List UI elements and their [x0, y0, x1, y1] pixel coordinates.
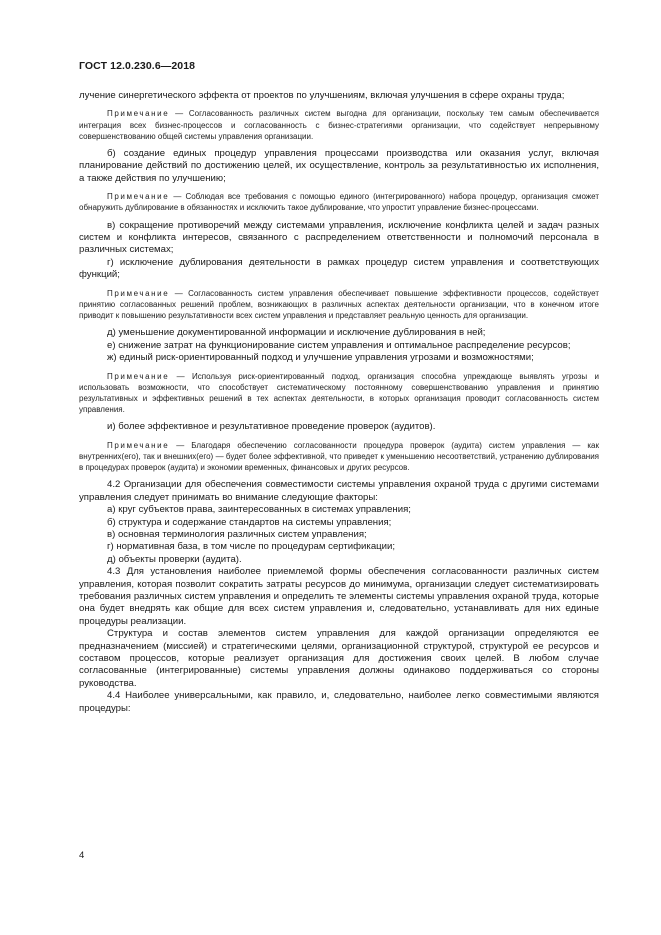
- note-label: Примечание: [107, 288, 170, 298]
- list-item: ж) единый риск-ориентированный подход и улучшение управления угрозами и возможностями;: [107, 352, 534, 364]
- document-code-header: ГОСТ 12.0.230.6—2018: [79, 60, 196, 72]
- note: [79, 288, 599, 322]
- list-item: д) уменьшение документированной информации и исключение дублирования в ней;: [107, 327, 486, 339]
- list-item: и) более эффективное и результативное проведение проверок (аудитов).: [107, 421, 436, 433]
- list-item: в) сокращение противоречий между системами управления, исключение конфликта целей и задач разных систем и конфликта интересов, связанного с распределением ответственности и полномочий персонала в различных системах;: [79, 219, 599, 256]
- note-label: Примечание: [107, 440, 170, 450]
- note: [79, 108, 599, 142]
- note: [79, 191, 599, 213]
- note-label: Примечание: [107, 109, 170, 119]
- paragraph: Структура и состав элементов систем управления для каждой организации определяются ее предназначением (миссией) и стратегическими целями, организационной структурой, структурой ее ресурсов и составом процессов, которые реализует организация для достижения своих целей. В любом случае согласованные (интегрированные) системы управления должны одинаково поддерживаться со стороны руководства.: [79, 628, 599, 689]
- note: [79, 371, 599, 416]
- note-text: — Согласованность систем управления обеспечивает повышение эффективности процессов, содействует принятию согласованных решений проблем, возникающих в различных аспектах деятельности организации, что в конечном итоге приводит к повышению результативности всех систем управления и представляет реальную ценность для организации.: [79, 288, 599, 321]
- clause-4-2: 4.2 Организации для обеспечения совместимости системы управления охраной труда с другими системами управления следует принимать во внимание следующие факторы:: [79, 479, 599, 503]
- clause-4-4: 4.4 Наиболее универсальными, как правило, и, следовательно, наиболее легко совместимыми являются процедуры:: [79, 690, 599, 714]
- list-item: а) круг субъектов права, заинтересованных в системах управления;: [107, 504, 411, 516]
- note-text: — Благодаря обеспечению согласованности процедура проверок (аудита) систем управления — как внутренних(его), так и внешних(его) — будет более эффективной, что приведет к уменьшению несоответствий, устранению дублирования в процедурах проверок (аудита) и экономии временных, финансовых и других ресурсов.: [79, 440, 599, 473]
- paragraph: лучение синергетического эффекта от проектов по улучшениям, включая улучшения в сфере охраны труда;: [79, 90, 565, 101]
- list-item: г) нормативная база, в том числе по процедурам сертификации;: [107, 541, 396, 553]
- page-number: 4: [79, 850, 85, 861]
- list-item: в) основная терминология различных систем управления;: [107, 528, 367, 540]
- clause-4-3: 4.3 Для установления наиболее приемлемой формы обеспечения согласованности различных систем управления, которая позволит сократить затраты ресурсов до минимума, организации следует систематизировать требования различных систем управления и определить те элементы системы управления охраной труда, которые она будет внедрять как общие для всех систем управления и, следовательно, устанавливать для них единые процедуры реализации.: [79, 566, 599, 627]
- list-item: д) объекты проверки (аудита).: [107, 553, 242, 565]
- note-text: — Соблюдая все требования с помощью единого (интегрированного) набора процедур, организация сможет обнаружить дублирование в обязанностях и исключить такое дублирование, что упростит управление бизнес-процессами.: [79, 192, 599, 213]
- list-item: б) структура и содержание стандартов на системы управления;: [107, 516, 392, 528]
- list-item: б) создание единых процедур управления процессами производства или оказания услуг, включая планирование действий по достижению целей, их осуществление, контроль за результативностью их исполнения, а также действия по улучшению;: [79, 148, 599, 184]
- page-body: [79, 90, 599, 715]
- note-text: — Используя риск-ориентированный подход, организация способна упреждающе выявлять угрозы и использовать возможности, что способствует систематическому постоянному совершенствованию управления и принятию результативных и эффективных решений в тех аспектах деятельности, в которых организация проводит согласованность систем управления.: [79, 371, 599, 415]
- note-label: Примечание: [107, 192, 170, 202]
- note-text: — Согласованность различных систем выгодна для организации, поскольку тем самым обеспечивается интеграция всех бизнес-процессов и согласованность с бизнес-стратегиями организации, что содействует непрерывному совершенствованию общей системы управления организации.: [79, 109, 599, 141]
- list-item: г) исключение дублирования деятельности в рамках процедур систем управления и соответствующих функций;: [79, 256, 599, 281]
- list-item: е) снижение затрат на функционирование систем управления и оптимальное распределение ресурсов;: [107, 339, 571, 351]
- note: [79, 440, 599, 474]
- note-label: Примечание: [107, 371, 170, 381]
